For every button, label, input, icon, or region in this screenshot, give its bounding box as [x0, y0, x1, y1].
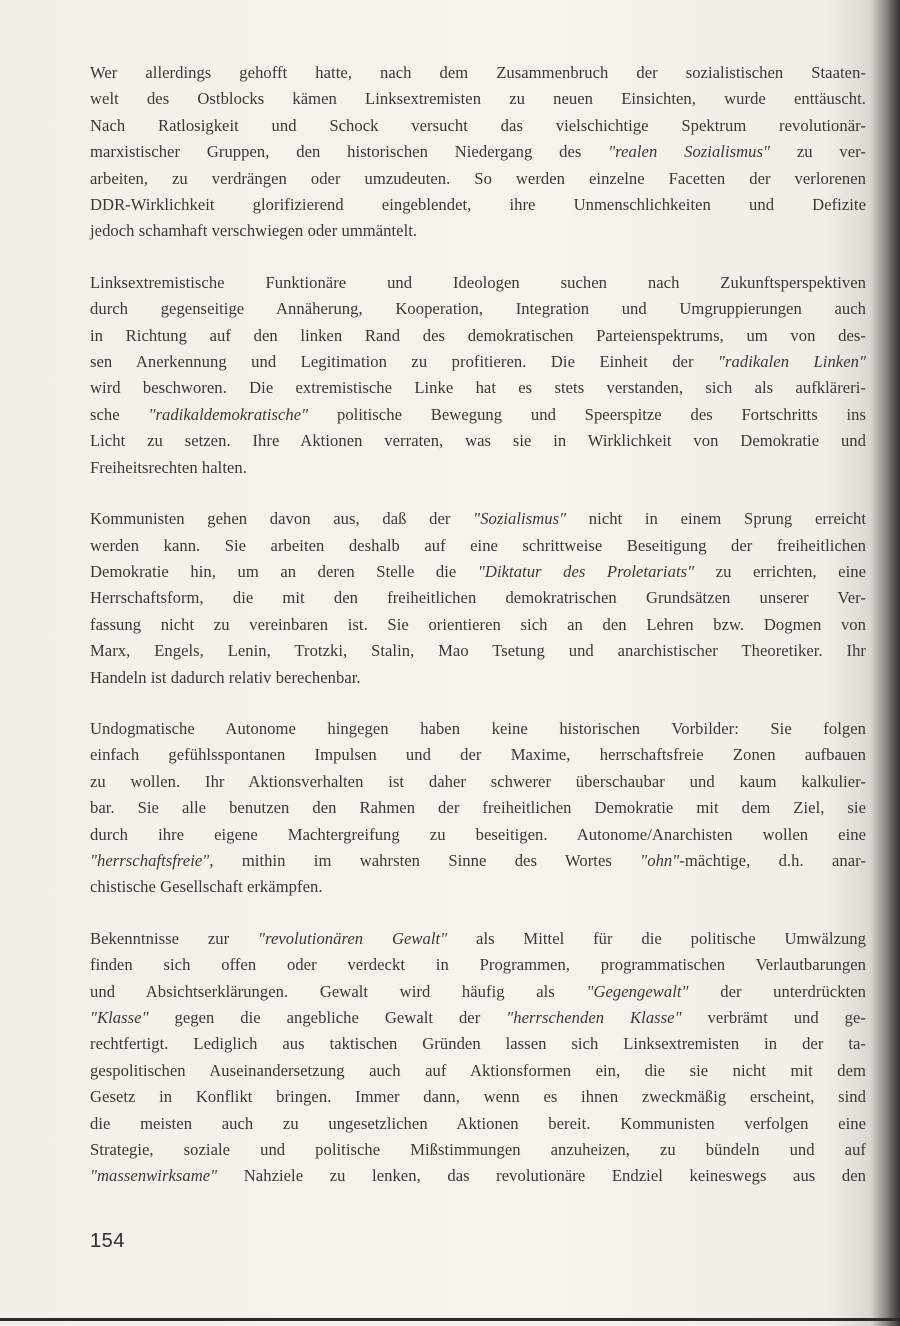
italic-phrase: "Diktatur des Proletariats" — [477, 561, 695, 581]
text-segment: DDR-Wirklichkeit glorifizierend eingeblendet, ihre Unmenschlichkeiten und Defizite — [90, 195, 866, 215]
text-line — [90, 1163, 866, 1189]
text-segment: Gesetz in Konflikt bringen. Immer dann, wenn es ihnen zweckmäßig erscheint, sind — [90, 1087, 866, 1107]
text-line — [90, 1137, 866, 1163]
text-segment: bar. Sie alle benutzen den Rahmen der freiheitlichen Demokratie mit dem Ziel, sie — [90, 798, 866, 818]
text-line — [90, 612, 866, 638]
text-line — [90, 926, 866, 952]
text-line — [90, 139, 866, 165]
bottom-edge-line — [0, 1318, 900, 1321]
text-segment: marxistischer Gruppen, den historischen Niedergang des — [90, 142, 609, 162]
text-line — [90, 769, 866, 795]
text-line — [90, 638, 866, 664]
paragraph — [90, 270, 866, 481]
text-segment: die meisten auch zu ungesetzlichen Aktionen bereit. Kommunisten verfolgen eine — [90, 1113, 866, 1133]
text-line — [90, 1084, 866, 1110]
text-line — [90, 585, 866, 611]
text-line — [90, 822, 866, 848]
italic-phrase: "radikalen Linken" — [718, 352, 867, 372]
paragraph — [90, 60, 866, 245]
text-segment: Licht zu setzen. Ihre Aktionen verraten, was sie in Wirklichkeit von Demokratie und — [90, 431, 866, 451]
text-segment: Wer allerdings gehofft hatte, nach dem Zusammenbruch der sozialistischen Staaten- — [90, 63, 866, 82]
text-line — [90, 979, 866, 1005]
italic-phrase: "Gegengewalt" — [586, 981, 689, 1001]
text-line — [90, 533, 866, 559]
body-text — [90, 60, 866, 1215]
text-segment: Handeln ist dadurch relativ berechenbar. — [90, 667, 361, 687]
text-line — [90, 742, 866, 768]
text-segment: zu errichten, eine — [694, 561, 866, 581]
text-segment: sen Anerkennung und Legitimation zu profitieren. Die Einheit der — [90, 352, 718, 372]
text-segment: finden sich offen oder verdeckt in Programmen, programmatischen Verlautbarungen — [90, 955, 866, 975]
text-line — [90, 166, 866, 192]
text-segment: als Mittel für die politische Umwälzung — [447, 928, 866, 948]
text-segment: fassung nicht zu vereinbaren ist. Sie orientieren sich an den Lehren bzw. Dogmen von — [90, 614, 866, 634]
italic-phrase: "radikaldemokratische" — [148, 404, 309, 424]
text-segment: Strategie, soziale und politische Mißstimmungen anzuheizen, zu bündeln und auf — [90, 1140, 866, 1160]
text-segment: und Absichtserklärungen. Gewalt wird häufig als — [90, 981, 587, 1001]
text-line — [90, 874, 866, 900]
text-line — [90, 296, 866, 322]
text-segment: Demokratie hin, um an deren Stelle die — [90, 561, 478, 581]
text-line — [90, 402, 866, 428]
text-segment: Nach Ratlosigkeit und Schock versucht das vielschichtige Spektrum revolutionär- — [90, 115, 866, 135]
text-segment: sche — [90, 404, 149, 424]
text-segment: Kommunisten gehen davon aus, daß der — [90, 509, 474, 529]
text-line — [90, 60, 866, 86]
text-segment: Marx, Engels, Lenin, Trotzki, Stalin, Mao Tsetung und anarchistischer Theoretiker. Ihr — [90, 641, 866, 661]
text-line — [90, 323, 866, 349]
text-segment: gespolitischen Auseinandersetzung auch auf Aktionsformen ein, die sie nicht mit dem — [90, 1060, 866, 1080]
italic-phrase: "revolutionären Gewalt" — [258, 928, 448, 948]
binding-edge-shadow — [870, 0, 900, 1326]
text-segment: einfach gefühlsspontanen Impulsen und der Maxime, herrschaftsfreie Zonen aufbauen — [90, 745, 866, 765]
text-segment: der unterdrückten — [688, 981, 866, 1001]
text-line — [90, 848, 866, 874]
text-segment: durch gegenseitige Annäherung, Kooperation, Integration und Umgruppierungen auch — [90, 299, 866, 319]
text-line — [90, 375, 866, 401]
page-number: 154 — [90, 1230, 125, 1252]
text-segment: arbeiten, zu verdrängen oder umzudeuten. So werden einzelne Facetten der verlorenen — [90, 168, 866, 188]
italic-phrase: "Sozialismus" — [473, 509, 567, 529]
text-segment: Bekenntnisse zur — [90, 928, 259, 948]
text-segment: zu ver- — [770, 142, 866, 162]
text-segment: politische Bewegung und Speerspitze des Fortschritts ins — [308, 404, 866, 424]
paragraph — [90, 506, 866, 691]
text-line — [90, 113, 866, 139]
italic-phrase: "herrschenden Klasse" — [506, 1008, 682, 1027]
text-segment: nicht in einem Sprung erreicht — [566, 509, 867, 529]
italic-phrase: "Klasse" — [90, 1008, 149, 1027]
text-segment: durch ihre eigene Machtergreifung zu beseitigen. Autonome/Anarchisten wollen eine — [90, 824, 866, 844]
text-line — [90, 428, 866, 454]
text-segment: rechtfertigt. Lediglich aus taktischen Gründen lassen sich Linksextremisten in der ta- — [90, 1034, 866, 1054]
text-line — [90, 192, 866, 218]
text-segment: , mithin im wahrsten Sinne des Wortes — [209, 850, 641, 870]
text-segment: Undogmatische Autonome hingegen haben keine historischen Vorbilder: Sie folgen — [90, 718, 866, 738]
italic-phrase: "ohn" — [640, 850, 680, 870]
text-line — [90, 506, 866, 532]
text-line — [90, 716, 866, 742]
paragraph — [90, 716, 866, 901]
text-segment: jedoch schamhaft verschwiegen oder ummäntelt. — [90, 221, 418, 241]
text-line — [90, 1058, 866, 1084]
text-line — [90, 795, 866, 821]
italic-phrase: "massenwirksame" — [90, 1166, 218, 1186]
text-line — [90, 1031, 866, 1057]
text-line — [90, 218, 866, 244]
text-segment: Herrschaftsform, die mit den freiheitlichen demokratrischen Grundsätzen unserer Ver- — [90, 588, 866, 608]
text-segment: -mächtige, d.h. anar- — [679, 850, 866, 870]
text-line — [90, 1005, 866, 1031]
text-line — [90, 665, 866, 691]
text-line — [90, 349, 866, 375]
paragraph — [90, 926, 866, 1190]
text-line — [90, 952, 866, 978]
text-segment: welt des Ostblocks kämen Linksextremisten zu neuen Einsichten, wurde enttäuscht. — [90, 89, 866, 109]
text-segment: gegen die angebliche Gewalt der — [148, 1008, 507, 1027]
text-segment: Freiheitsrechten halten. — [90, 457, 247, 477]
italic-phrase: "herrschaftsfreie" — [90, 850, 210, 870]
text-line — [90, 1111, 866, 1137]
text-segment: wird beschworen. Die extremistische Linke hat es stets verstanden, sich als aufkläreri- — [90, 378, 866, 398]
text-segment: Linksextremistische Funktionäre und Ideologen suchen nach Zukunftsperspektiven — [90, 272, 866, 292]
text-segment: werden kann. Sie arbeiten deshalb auf eine schrittweise Beseitigung der freiheitlichen — [90, 535, 866, 555]
text-line — [90, 559, 866, 585]
italic-phrase: "realen Sozialismus" — [608, 142, 771, 162]
text-line — [90, 455, 866, 481]
text-line — [90, 86, 866, 112]
text-line — [90, 270, 866, 296]
text-segment: zu wollen. Ihr Aktionsverhalten ist daher schwerer überschaubar und kaum kalkulier- — [90, 771, 866, 791]
text-segment: Nahziele zu lenken, das revolutionäre Endziel keineswegs aus den — [217, 1166, 866, 1186]
text-segment: in Richtung auf den linken Rand des demokratischen Parteienspektrums, um von des- — [90, 325, 866, 345]
text-segment: verbrämt und ge- — [681, 1008, 866, 1027]
text-segment: chistische Gesellschaft erkämpfen. — [90, 877, 323, 897]
